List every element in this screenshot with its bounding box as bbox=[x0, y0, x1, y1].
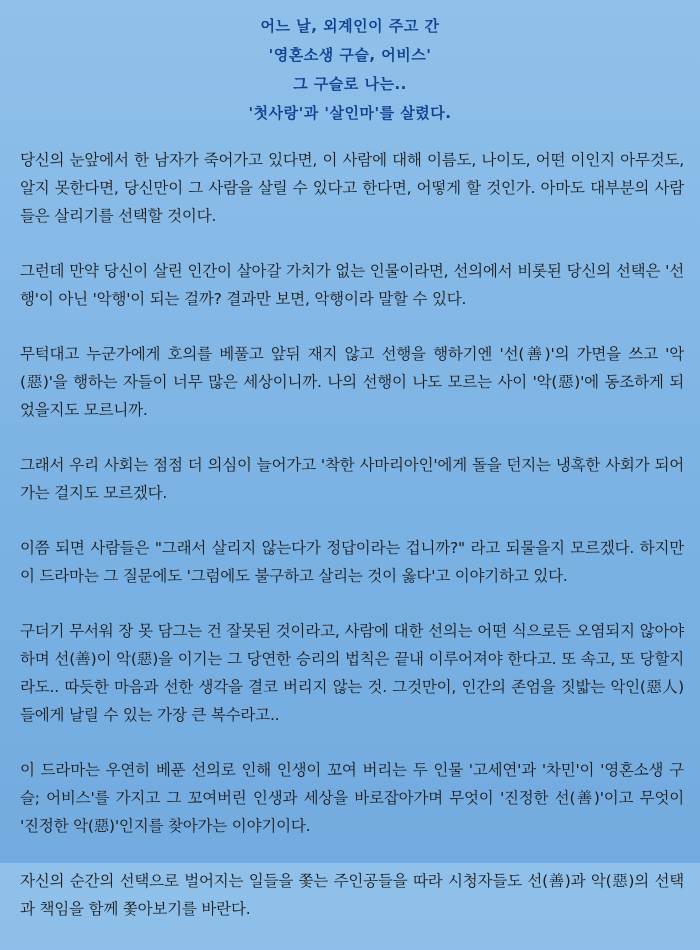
paragraph-1: 당신의 눈앞에서 한 남자가 죽어가고 있다면, 이 사람에 대해 이름도, 나이도, 어떤 이인지 아무것도, 알지 못한다면, 당신만이 그 사람을 살릴 수 있다고 한다면, 어떻게 할 것인가. 아마도 대부분의 사람들은 살리기를 선택할 것이다. bbox=[20, 151, 684, 225]
paragraph-7: 이 드라마는 우연히 베푼 선의로 인해 인생이 꼬여 버리는 두 인물 '고세연'과 '차민'이 '영혼소생 구슬; 어비스'를 가지고 그 꼬여버린 인생과 세상을 바로잡아가며 무엇이 '진정한 선(善)'이고 무엇이 '진정한 악(惡)'인지를 찾아가는 이야기이다. bbox=[20, 761, 684, 835]
title-line-1: 어느 날, 외계인이 주고 간 bbox=[260, 17, 440, 35]
paragraph-4: 그래서 우리 사회는 점점 더 의심이 늘어가고 '착한 사마리아인'에게 돌을 던지는 냉혹한 사회가 되어가는 걸지도 모르겠다. bbox=[20, 456, 684, 502]
paragraph-8: 자신의 순간의 선택으로 벌어지는 일들을 쫓는 주인공들을 따라 시청자들도 선(善)과 악(惡)의 선택과 책임을 함께 쫓아보기를 바란다. bbox=[20, 872, 684, 918]
paragraph-5: 이쯤 되면 사람들은 "그래서 살리지 않는다가 정답이라는 겁니까?" 라고 되물을지 모르겠다. 하지만 이 드라마는 그 질문에도 '그럼에도 불구하고 살리는 것이 옳다'고 이야기하고 있다. bbox=[20, 539, 684, 585]
title-line-4: '첫사랑'과 '살인마'를 살렸다. bbox=[248, 104, 452, 122]
synopsis-body bbox=[20, 146, 684, 950]
title-line-2: '영혼소생 구슬, 어비스' bbox=[268, 46, 432, 64]
title-block bbox=[0, 12, 700, 128]
paragraph-3: 무턱대고 누군가에게 호의를 베풀고 앞뒤 재지 않고 선행을 행하기엔 '선(善)'의 가면을 쓰고 '악(惡)'을 행하는 자들이 너무 많은 세상이니까. 나의 선행이 나도 모르는 사이 '악(惡)'에 동조하게 되었을지도 모르니까. bbox=[20, 345, 684, 419]
paragraph-6: 구더기 무서워 장 못 담그는 건 잘못된 것이라고, 사람에 대한 선의는 어떤 식으로든 오염되지 않아야 하며 선(善)이 악(惡)을 이기는 그 당연한 승리의 법칙은 끝내 이루어져야 한다고. 또 속고, 또 당할지라도.. 따듯한 마음과 선한 생각을 결코 버리지 않는 것. 그것만이, 인간의 존엄을 짓밟는 악인(惡人)들에게 날릴 수 있는 가장 큰 복수라고.. bbox=[20, 622, 684, 724]
title-line-3: 그 구슬로 나는.. bbox=[293, 75, 407, 93]
paragraph-2: 그런데 만약 당신이 살린 인간이 살아갈 가치가 없는 인물이라면, 선의에서 비롯된 당신의 선택은 '선행'이 아닌 '악행'이 되는 걸까? 결과만 보면, 악행이라 말할 수 있다. bbox=[20, 262, 684, 308]
